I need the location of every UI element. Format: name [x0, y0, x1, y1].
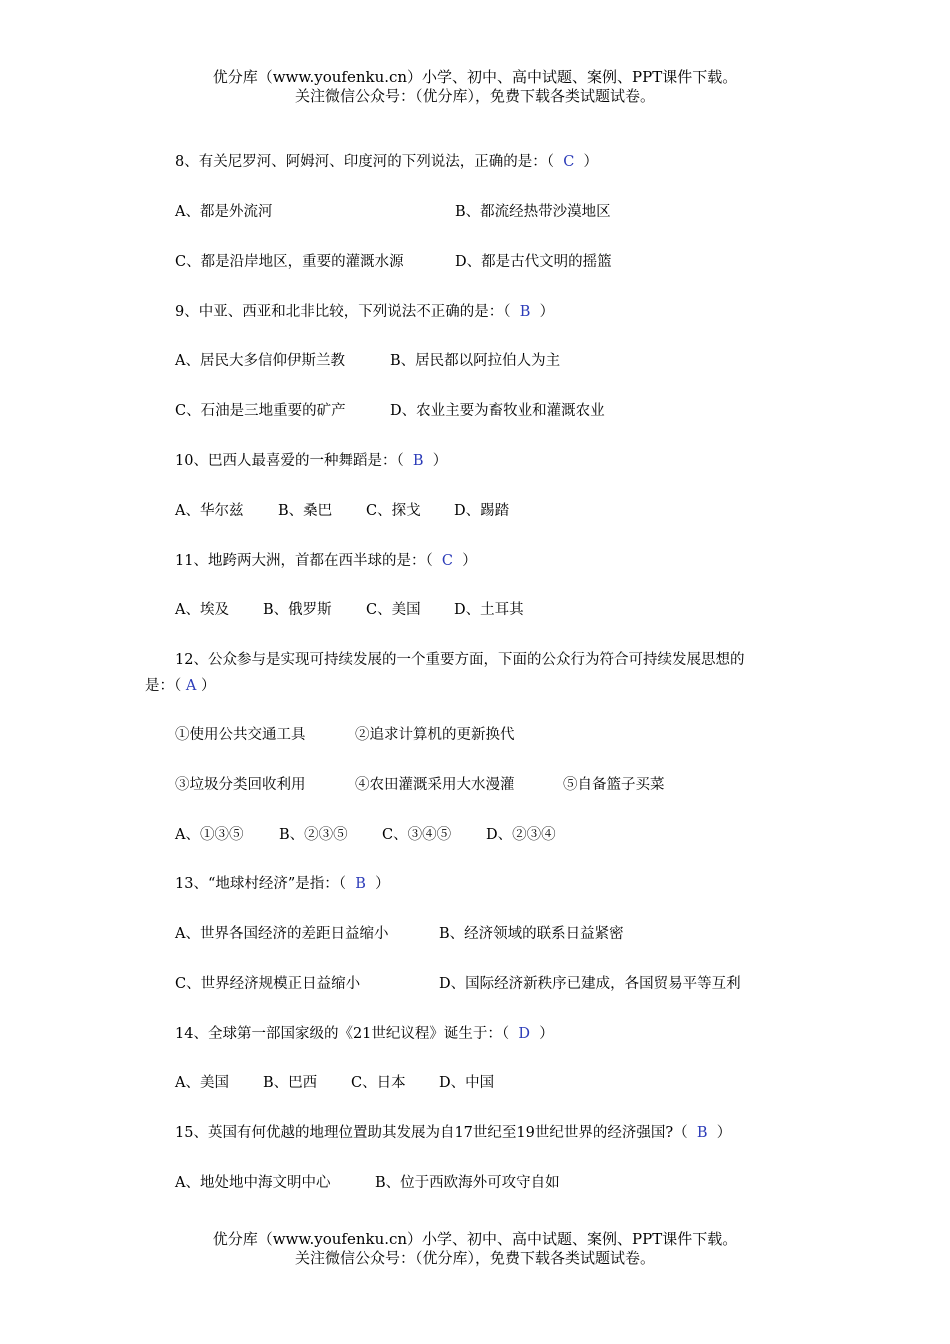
option-a: A、世界各国经济的差距日益缩小: [175, 926, 389, 942]
footer-line-2: 关注微信公众号：（优分库），免费下载各类试题试卷。: [294, 1249, 655, 1267]
question-9-answer: B: [519, 304, 531, 320]
question-15-answer: B: [696, 1125, 708, 1141]
item-5: ⑤自备篮子买菜: [563, 777, 665, 793]
option-b: B、经济领域的联系日益紧密: [439, 926, 624, 942]
option-d: D、②③④: [486, 827, 556, 843]
question-13-stem: 13、“地球村经济”是指：（: [175, 876, 347, 892]
option-b: B、都流经热带沙漠地区: [455, 204, 611, 220]
option-c: C、美国: [366, 602, 421, 618]
option-c: C、探戈: [366, 503, 421, 519]
question-11-answer: C: [441, 553, 454, 569]
question-12-stem-line1: 12、公众参与是实现可持续发展的一个重要方面，下面的公众行为符合可持续发展思想的: [175, 652, 745, 668]
header-line-2: 关注微信公众号：（优分库），免费下载各类试题试卷。: [294, 87, 655, 105]
option-b: B、俄罗斯: [263, 602, 332, 618]
question-8-options-row2: [175, 252, 612, 272]
question-15: 15、英国有何优越的地理位置助其发展为自17世纪至19世纪世界的经济强国?（ B ）: [175, 1125, 732, 1141]
option-d: D、都是古代文明的摇篮: [455, 254, 612, 270]
question-12-items-row2: [175, 775, 665, 795]
question-8-options-row1: [175, 202, 611, 222]
question-13: 13、“地球村经济”是指：（ B ）: [175, 876, 390, 892]
option-c: C、世界经济规模正日益缩小: [175, 976, 361, 992]
question-12-items-row1: [175, 725, 515, 745]
option-a: A、美国: [175, 1075, 229, 1091]
question-12-stem-line2: 是：（ A ）: [145, 678, 216, 694]
option-a: A、居民大多信仰伊斯兰教: [175, 353, 345, 369]
question-12-answer: A: [185, 678, 197, 694]
item-3: ③垃圾分类回收利用: [175, 777, 306, 793]
option-a: A、都是外流河: [175, 204, 273, 220]
header-line-1: 优分库（www.youfenku.cn）小学、初中、高中试题、案例、PPT课件下载。: [212, 68, 738, 86]
option-a: A、埃及: [175, 602, 229, 618]
question-9: 9、中亚、西亚和北非比较，下列说法不正确的是：（ B ）: [175, 304, 555, 320]
question-8: 8、有关尼罗河、阿姆河、印度河的下列说法，正确的是：（ C ）: [175, 154, 599, 170]
question-14-answer: D: [518, 1026, 531, 1042]
option-b: B、居民都以阿拉伯人为主: [390, 353, 561, 369]
option-d: D、农业主要为畜牧业和灌溉农业: [390, 403, 605, 419]
item-4: ④农田灌溉采用大水漫灌: [355, 777, 515, 793]
question-11: 11、地跨两大洲，首都在西半球的是：（ C ）: [175, 553, 477, 569]
question-8-stem: 8、有关尼罗河、阿姆河、印度河的下列说法，正确的是：（: [175, 154, 554, 170]
question-13-options-row1: [175, 924, 624, 944]
option-d: D、土耳其: [454, 602, 524, 618]
question-14-options: [175, 1073, 495, 1093]
option-d: D、国际经济新秩序已建成，各国贸易平等互利: [439, 976, 741, 992]
item-2: ②追求计算机的更新换代: [355, 727, 515, 743]
question-13-answer: B: [355, 876, 366, 892]
option-b: B、②③⑤: [279, 827, 348, 843]
option-b: B、桑巴: [278, 503, 333, 519]
item-1: ①使用公共交通工具: [175, 727, 306, 743]
question-11-options: [175, 600, 524, 620]
question-14-stem: 14、全球第一部国家级的《21世纪议程》诞生于：（: [175, 1026, 510, 1042]
option-d: D、踢踏: [454, 503, 510, 519]
question-8-answer: C: [563, 154, 575, 170]
option-a: A、地处地中海文明中心: [175, 1175, 331, 1191]
question-10-stem: 10、巴西人最喜爱的一种舞蹈是：（: [175, 453, 404, 469]
option-c: C、日本: [351, 1075, 406, 1091]
option-d: D、中国: [439, 1075, 495, 1091]
question-10-answer: B: [412, 453, 424, 469]
question-9-options-row2: [175, 401, 605, 421]
question-10-options: [175, 501, 510, 521]
question-12-options: [175, 825, 556, 845]
question-14: 14、全球第一部国家级的《21世纪议程》诞生于：（ D ）: [175, 1026, 554, 1042]
question-10: 10、巴西人最喜爱的一种舞蹈是：（ B ）: [175, 453, 448, 469]
option-a: A、华尔兹: [175, 503, 244, 519]
question-15-stem: 15、英国有何优越的地理位置助其发展为自17世纪至19世纪世界的经济强国?（: [175, 1125, 688, 1141]
option-c: C、③④⑤: [382, 827, 452, 843]
footer-line-1: 优分库（www.youfenku.cn）小学、初中、高中试题、案例、PPT课件下载。: [212, 1230, 738, 1248]
option-b: B、位于西欧海外可攻守自如: [375, 1175, 560, 1191]
option-a: A、①③⑤: [175, 827, 244, 843]
question-9-options-row1: [175, 351, 561, 371]
option-c: C、石油是三地重要的矿产: [175, 403, 346, 419]
option-c: C、都是沿岸地区，重要的灌溉水源: [175, 254, 404, 270]
option-b: B、巴西: [263, 1075, 318, 1091]
question-9-stem: 9、中亚、西亚和北非比较，下列说法不正确的是：（: [175, 304, 511, 320]
question-11-stem: 11、地跨两大洲，首都在西半球的是：（: [175, 553, 433, 569]
question-13-options-row2: [175, 974, 741, 994]
question-15-options: [175, 1173, 560, 1193]
